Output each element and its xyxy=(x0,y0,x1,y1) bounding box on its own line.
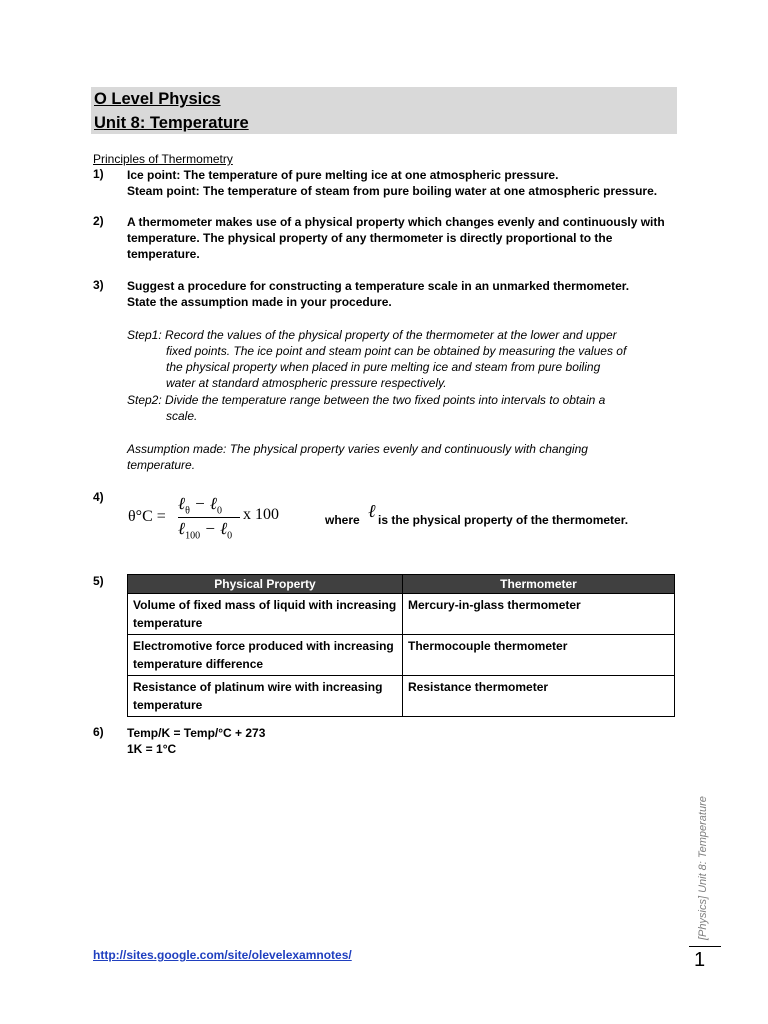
assumption-line1: Assumption made: The physical property varies evenly and continuously with changing xyxy=(127,442,588,456)
table-row xyxy=(128,594,675,635)
item2-line1: A thermometer makes use of a physical property which changes evenly and continuously with xyxy=(127,215,665,229)
item3-question-line2: State the assumption made in your procedure. xyxy=(127,295,392,309)
footer-link[interactable]: http://sites.google.com/site/olevelexamnotes/ xyxy=(93,948,352,962)
step1-line4: water at standard atmospheric pressure respectively. xyxy=(166,376,447,390)
steam-point-text: Steam point: The temperature of steam from pure boiling water at one atmospheric pressure. xyxy=(127,184,658,198)
table-row xyxy=(128,676,675,717)
item-number-4: 4) xyxy=(93,490,104,504)
table-cell-thermometer: Thermocouple thermometer xyxy=(403,635,675,676)
table-cell-thermometer: Resistance thermometer xyxy=(403,676,675,717)
temperature-formula xyxy=(128,494,298,546)
step1-line2: fixed points. The ice point and steam point can be obtained by measuring the values of xyxy=(166,344,627,358)
ice-point-text: Ice point: The temperature of pure melting ice at one atmospheric pressure. xyxy=(127,168,559,182)
title-box xyxy=(91,87,677,134)
item-number-5: 5) xyxy=(93,574,104,588)
formula-lhs: θ°C = xyxy=(128,508,166,525)
table-cell-property: Volume of fixed mass of liquid with increasing temperature xyxy=(128,594,403,635)
thermometer-table xyxy=(127,574,675,717)
kelvin-equivalence: 1K = 1°C xyxy=(127,742,177,756)
formula-symbol: ℓ xyxy=(368,501,376,521)
table-cell-thermometer: Mercury-in-glass thermometer xyxy=(403,594,675,635)
sidebar-running-title: [Physics] Unit 8: Temperature xyxy=(697,796,709,940)
step2-line2: scale. xyxy=(166,409,198,423)
table-cell-property: Electromotive force produced with increasing temperature difference xyxy=(128,635,403,676)
item-number-3: 3) xyxy=(93,278,104,292)
unit-title: Unit 8: Temperature xyxy=(94,114,249,132)
step1-line1: Step1: Record the values of the physical property of the thermometer at the lower and upper xyxy=(127,328,617,342)
table-header-property: Physical Property xyxy=(128,575,403,594)
assumption-line2: temperature. xyxy=(127,458,196,472)
table-cell-property: Resistance of platinum wire with increasing temperature xyxy=(128,676,403,717)
item2-line3: temperature. xyxy=(127,247,200,261)
formula-numerator: ℓ$_\theta$ − ℓ$_0$ xyxy=(178,494,222,517)
formula-multiplier: x 100 xyxy=(243,506,279,523)
step1-line3: the physical property when placed in pure melting ice and steam from pure boiling xyxy=(166,360,601,374)
item2-line2: temperature. The physical property of any thermometer is directly proportional to the xyxy=(127,231,613,245)
step2-line1: Step2: Divide the temperature range between the two fixed points into intervals to obtain a xyxy=(127,393,606,407)
formula-denominator: ℓ$_{100}$ − ℓ$_0$ xyxy=(178,519,233,542)
item-number-6: 6) xyxy=(93,725,104,739)
item3-question-line1: Suggest a procedure for constructing a temperature scale in an unmarked thermometer. xyxy=(127,279,630,293)
fraction-bar xyxy=(178,517,240,518)
sidebar-divider xyxy=(689,946,721,947)
kelvin-conversion: Temp/K = Temp/°C + 273 xyxy=(127,726,266,740)
page-number: 1 xyxy=(694,949,706,971)
formula-where: where xyxy=(325,513,360,527)
section-title: Principles of Thermometry xyxy=(93,152,233,166)
item-number-1: 1) xyxy=(93,167,104,181)
table-header-thermometer: Thermometer xyxy=(403,575,675,594)
course-title: O Level Physics xyxy=(94,90,221,108)
item-number-2: 2) xyxy=(93,214,104,228)
table-row xyxy=(128,635,675,676)
formula-description: is the physical property of the thermometer. xyxy=(378,513,629,527)
